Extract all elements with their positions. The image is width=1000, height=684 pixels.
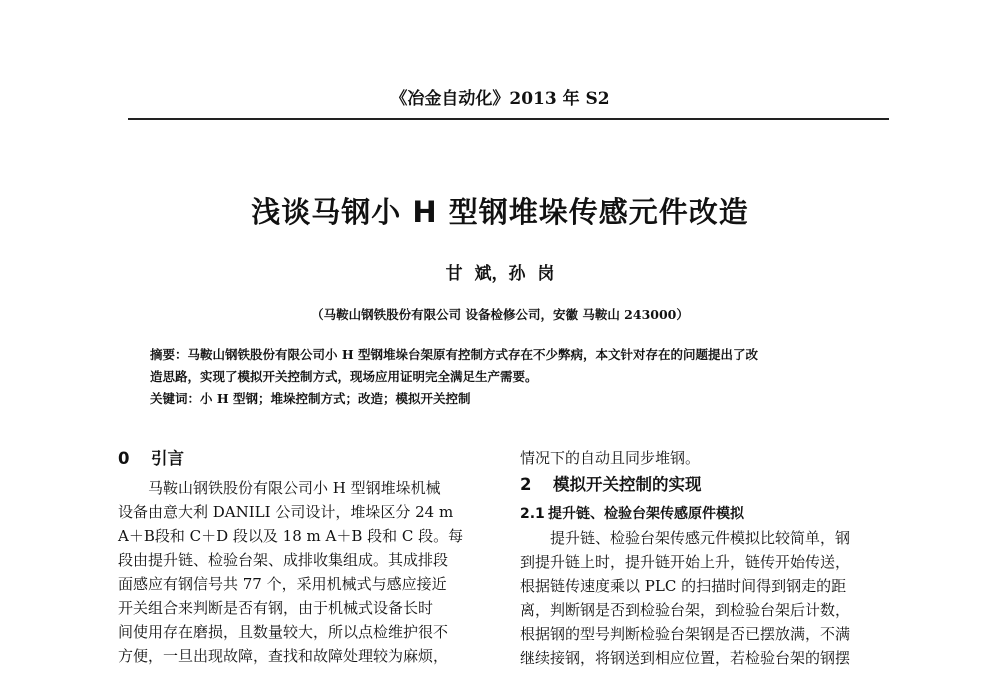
subsection-number: 2.1 xyxy=(520,506,545,522)
body-line: A＋B段和 C＋D 段以及 18 m A＋B 段和 C 段。每 xyxy=(118,527,464,545)
journal-header: 《冶金自动化》2013 年 S2 xyxy=(390,89,610,109)
abstract-line: 造思路，实现了模拟开关控制方式，现场应用证明完全满足生产需要。 xyxy=(150,369,538,384)
abstract-line: 摘要：马鞍山钢铁股份有限公司小 H 型钢堆垛台架原有控制方式存在不少弊病，本文针对存在的问题提出了改 xyxy=(150,347,759,362)
paper-title: 浅谈马钢小 H 型钢堆垛传感元件改造 xyxy=(251,195,749,229)
section-number: 0 xyxy=(118,449,130,468)
body-line: 间使用存在磨损，且数量较大，所以点检维护很不 xyxy=(118,623,449,641)
keywords-line: 关键词：小 H 型钢；堆垛控制方式；改造；模拟开关控制 xyxy=(150,391,471,406)
section-number: 2 xyxy=(520,475,532,494)
body-line: 面感应有钢信号共 77 个，采用机械式与感应接近 xyxy=(118,575,447,593)
section-title: 引言 xyxy=(151,449,184,468)
affiliation: （马鞍山钢铁股份有限公司 设备检修公司，安徽 马鞍山 243000） xyxy=(311,307,689,322)
body-line: 根据钢的型号判断检验台架钢是否已摆放满，不满 xyxy=(520,625,851,643)
body-line: 马鞍山钢铁股份有限公司小 H 型钢堆垛机械 xyxy=(148,479,441,497)
subsection-title: 提升链、检验台架传感原件模拟 xyxy=(548,506,744,522)
body-line: 继续接钢，将钢送到相应位置，若检验台架的钢摆 xyxy=(520,649,851,667)
body-line: 方便，一旦出现故障，查找和故障处理较为麻烦， xyxy=(118,647,449,665)
subsection-heading-2-1 xyxy=(520,502,900,526)
section-heading-intro xyxy=(118,446,494,472)
body-line: 根据链传速度乘以 PLC 的扫描时间得到钢走的距 xyxy=(520,577,847,595)
header-rule xyxy=(128,118,889,120)
body-line: 设备由意大利 DANILI 公司设计，堆垛区分 24 m xyxy=(118,503,454,521)
authors: 甘 斌，孙 岗 xyxy=(445,264,555,284)
body-line: 到提升链上时，提升链开始上升，链传开始传送， xyxy=(520,553,851,571)
body-line: 段由提升链、检验台架、成排收集组成。其成排段 xyxy=(118,551,449,569)
abstract-block xyxy=(150,344,870,410)
section-title: 模拟开关控制的实现 xyxy=(553,475,702,494)
body-line: 开关组合来判断是否有钢，由于机械式设备长时 xyxy=(118,599,434,617)
body-line: 情况下的自动且同步堆钢。 xyxy=(520,449,701,467)
section-heading-2 xyxy=(520,472,900,498)
body-line: 提升链、检验台架传感元件模拟比较简单，钢 xyxy=(550,529,851,547)
right-column xyxy=(520,446,900,670)
body-line: 离，判断钢是否到检验台架，到检验台架后计数， xyxy=(520,601,851,619)
left-column xyxy=(118,446,494,668)
